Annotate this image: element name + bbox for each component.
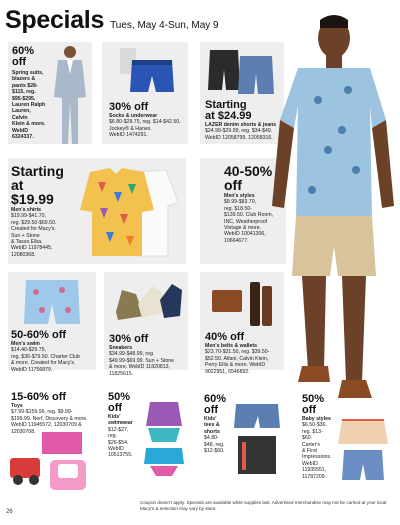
tile-discount: Starting at $24.99 [205,99,252,122]
tile-discount: 50-60% off [11,329,67,341]
tile-discount: 30% off [109,101,149,113]
tile-details: $19.99-$41.70, reg. $29.50-$69.50. Created for Macy's. Sun + Stone & Tasso Elba. WebID 11978445, 12080368. [11,213,57,258]
tile-details: $23.70-$31.50, reg. $39.50- $52.50. Alfani, Calvin Klein, Perry Ellis & more. WebID 9022951, 6546892. [205,349,270,375]
tile-discount: Starting at $19.99 [11,163,64,207]
tile-details: $24.99-$29.99, reg. $34-$49. WebID 12058799, 12058316. [205,128,273,141]
tile-mens-shirts[interactable] [8,158,186,264]
kids-swimwear-image [140,398,188,478]
sneakers-image [112,276,184,330]
model-image [268,10,400,420]
page-header [5,6,219,40]
suit-model-image [48,42,92,144]
tile-details: $12-$27, reg. $26-$54. WebID 10513755. [108,426,133,459]
tile-discount: 50% off [302,393,325,416]
tile-category: Men's swim [11,341,40,347]
tile-details: $6.80-$29.75, reg. $14-$42.50. Jockey® & Hanes. WebID 1474291. [109,119,181,139]
tile-discount: 30% off [109,333,149,345]
page-number: 26 [6,509,13,515]
tile-discount: 40-50% off [224,163,273,193]
tile-category: Men's belts & wallets [205,343,257,349]
tile-category: Baby styles [302,416,331,422]
tile-details: $34.99-$48.99, reg. $49.99-$69.99. Sun + Stone & more. WebID 11820813, 11825615. [109,351,175,377]
tile-details: $4.80- $48, reg. $12-$60. [204,435,225,455]
swim-trunks-image [22,276,82,328]
tile-discount: 40% off [205,331,245,343]
tile-discount: 50% off [108,391,131,414]
tile-category: Socks & underwear [109,113,158,119]
tile-socks-underwear[interactable] [102,42,188,144]
tile-toys[interactable] [8,388,96,494]
tile-discount: 15-60% off [11,391,67,403]
tile-suits[interactable] [8,42,92,144]
footer-disclaimer: Coupon doesn't apply. Specials are available while supplies last. Advertised merchandise may not be carried at your local Macy's & selection may vary by store. [140,500,387,511]
tile-details: $6.50-$36, reg. $13- $60. Carter's & First Impressions. WebID 11935551, 11787209. [302,422,332,480]
socks-underwear-image [112,46,182,98]
belts-wallets-image [210,278,274,328]
tile-category: Sneakers [109,345,133,351]
tile-category: Toys [11,403,23,409]
tile-category: Kids' swimwear [108,414,133,427]
denim-shorts-image [206,46,276,96]
tile-category: Men's shirts [11,207,42,213]
page-title: Specials [5,6,105,34]
tile-details: Spring suits, blazers & pants $28- $115, reg. $95-$295. Lauren Ralph Lauren, Calvin Klein & more. WebID 6324337. [12,70,46,141]
sale-dates: Tues, May 4-Sun, May 9 [110,20,219,31]
tile-details: $7.99-$159.99, reg. $9.99- $199.99. Nerf, Discovery & more. WebID 11945572, 12030709 & 12030708. [11,409,88,435]
tile-category: LAZER denim shorts & jeans [205,122,277,128]
tile-mens-swim[interactable] [8,272,96,373]
tile-kids-swimwear[interactable] [104,388,190,494]
mens-shirts-image [70,162,182,260]
toys-image [8,428,96,494]
tile-category: Men's styles [224,193,255,199]
tile-discount: 60% off [12,45,35,68]
baby-styles-image [336,418,390,484]
tile-sneakers[interactable] [104,272,188,377]
tile-details: $8.99-$83.70, reg. $18.50- $139.50. Club Room, INC, Weatherproof Vintage & more. WebID 10041306, 10664677. [224,199,274,244]
tile-discount: 60% off [204,393,227,416]
tile-details: $14.40-$29.75, reg. $36-$79.50. Charter Club & more. Created for Macy's. WebID 11756879. [11,347,80,373]
tile-category: Kids' tees & shorts [204,416,220,435]
